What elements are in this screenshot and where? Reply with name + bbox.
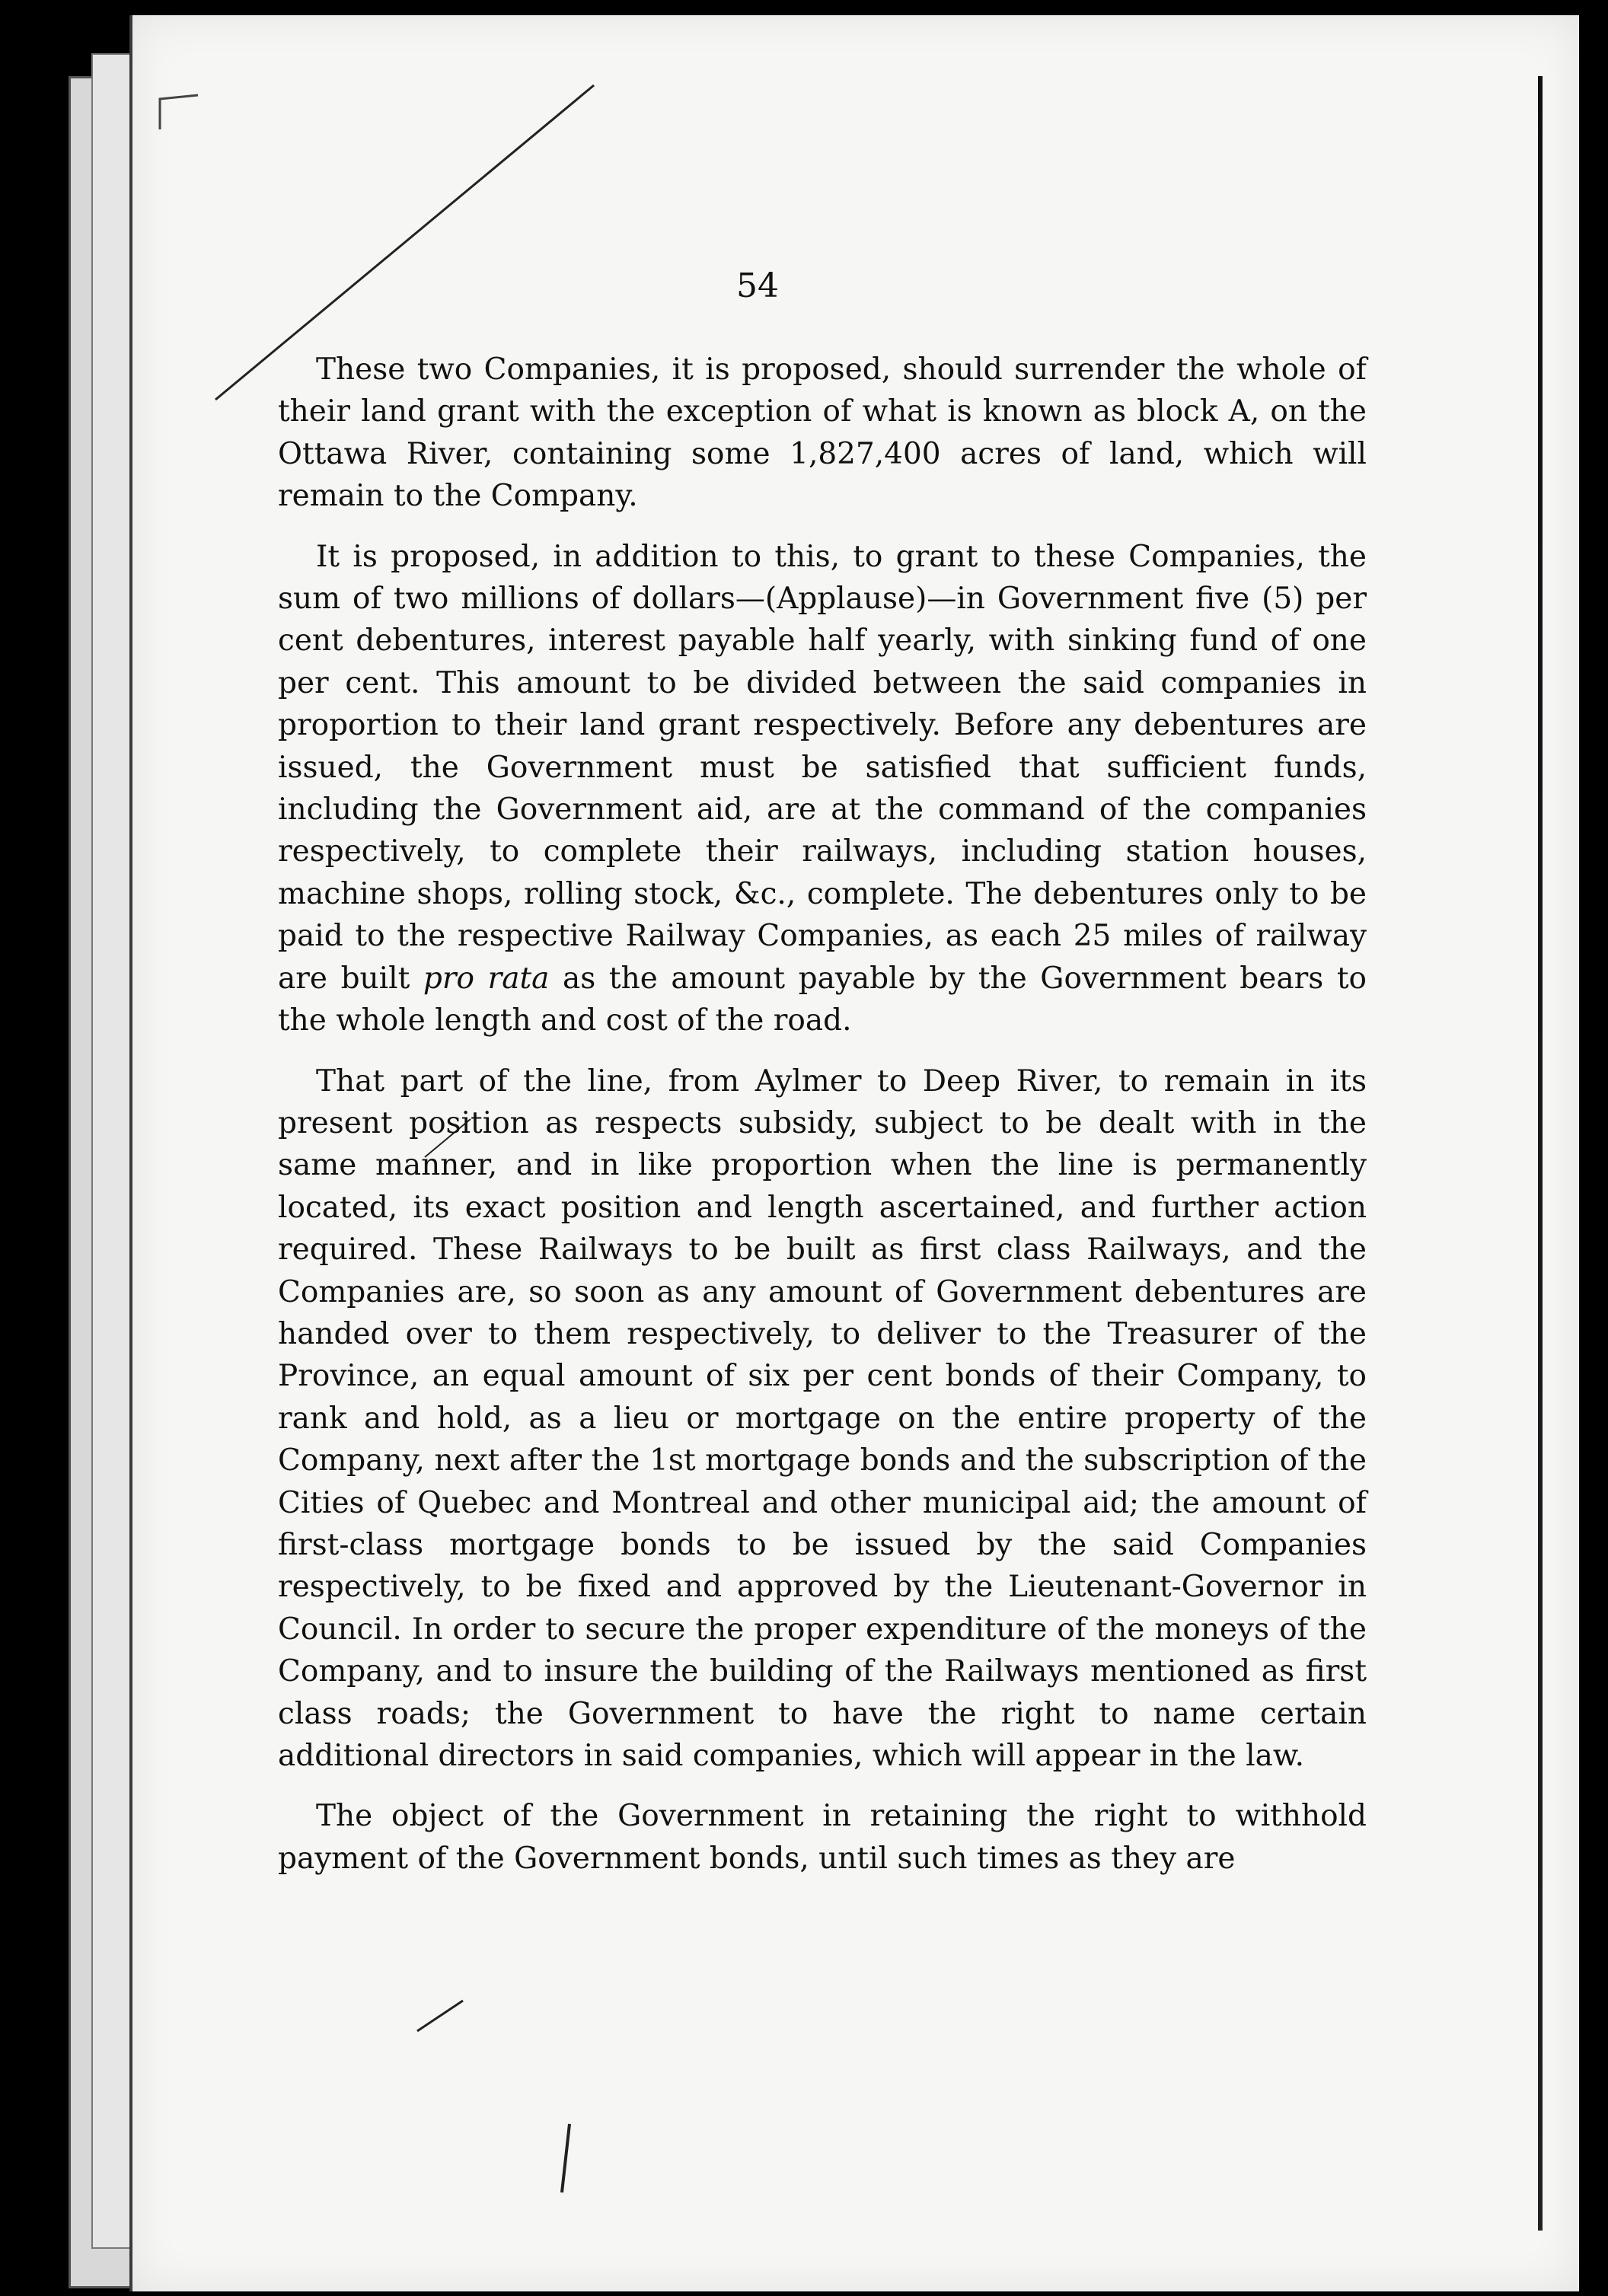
paragraph-2	[278, 536, 1367, 1042]
paragraph-4: The object of the Government in retaining the right to withhold payment of the Government bonds, until such times as they are	[278, 1799, 1367, 1876]
paragraph-1: These two Companies, it is proposed, should surrender the whole of their land grant with the exception of what is known as block A, on the Ottawa River, containing some 1,827,400 acres of land, which will remain to the Company.	[278, 352, 1367, 514]
page-number: 54	[736, 266, 779, 305]
paragraph-2-tail: as the amount payable by the Government bears to the whole length and cost of the road.	[278, 961, 1367, 1038]
pencil-stroke-bottom	[562, 2124, 570, 2192]
paragraph-2-italic: pro rata	[423, 961, 550, 996]
paragraph-3: That part of the line, from Aylmer to Deep River, to remain in its present position as respects subsidy, subject to be dealt with in the same manner, and in like proportion when the line is permanently located, its exact position and length ascertained, and further action required. These Railways to be built as first class Railways, and the Companies are, so soon as any amount of Government debentures are handed over to them respectively, to deliver to the Treasurer of the Province, an equal amount of six per cent bonds of their Company, to rank and hold, as a lieu or mortgage on the entire property of the Company, next after the 1st mortgage bonds and the subscription of the Cities of Quebec and Montreal and other municipal aid; the amount of first-class mortgage bonds to be issued by the said Companies respectively, to be fixed and approved by the Lieutenant-Governor in Council. In order to secure the proper expenditure of the moneys of the Company, and to insure the building of the Railways mentioned as first class roads; the Government to have the right to name certain additional directors in said companies, which will appear in the law.	[278, 1063, 1367, 1773]
corner-crease	[160, 95, 198, 129]
body-text	[278, 349, 1367, 1898]
pencil-stroke-bottom-left	[417, 2001, 463, 2031]
paragraph-2-main: It is proposed, in addition to this, to grant to these Companies, the sum of two millions of dollars—(Applause)—in Government five (5) per cent debentures, interest payable half yearly, with sinking fund of one per cent. This amount to be divided between the said companies in proportion to their land grant respectively. Before any debentures are issued, the Government must be satisfied that sufficient funds, including the Government aid, are at the command of the companies respectively, to complete their railways, including station houses, machine shops, rolling stock, &c., complete. The debentures only to be paid to the respective Railway Companies, as each 25 miles of railway are built	[278, 539, 1367, 996]
